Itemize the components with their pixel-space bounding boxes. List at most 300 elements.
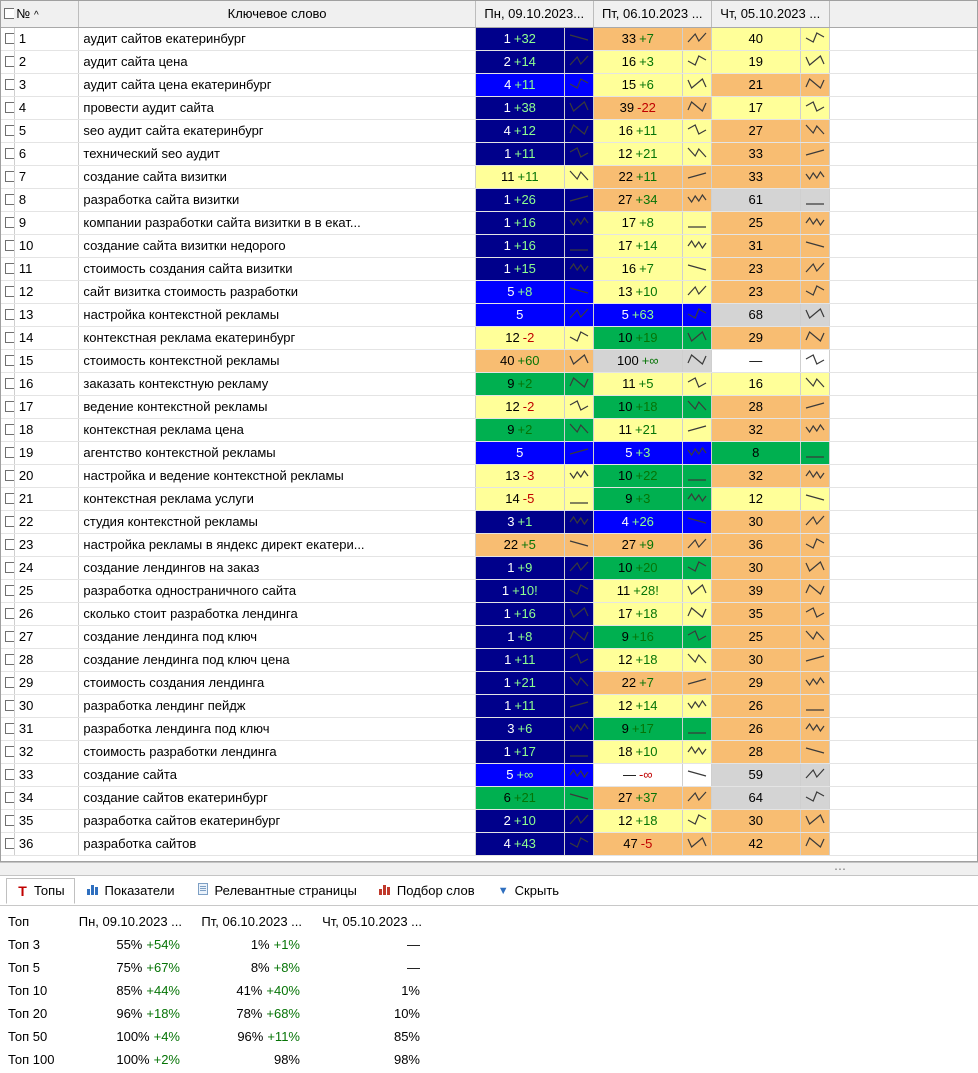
rank-cell[interactable] — [475, 786, 564, 809]
sparkline-cell[interactable] — [682, 211, 711, 234]
row-checkbox[interactable] — [5, 424, 14, 435]
keyword-cell[interactable]: заказать контекстную рекламу — [79, 372, 475, 395]
rank-cell[interactable] — [593, 142, 682, 165]
rank-cell[interactable] — [593, 510, 682, 533]
table-row[interactable] — [1, 464, 978, 487]
row-checkbox[interactable] — [5, 240, 14, 251]
rank-cell[interactable] — [593, 96, 682, 119]
sparkline-cell[interactable] — [564, 740, 593, 763]
rank-cell[interactable] — [711, 96, 800, 119]
sparkline-cell[interactable] — [800, 832, 829, 855]
keyword-cell[interactable]: создание сайтов екатеринбург — [79, 786, 475, 809]
row-checkbox-cell[interactable] — [1, 326, 14, 349]
row-checkbox[interactable] — [5, 838, 14, 849]
rank-cell[interactable] — [593, 602, 682, 625]
sparkline-cell[interactable] — [682, 188, 711, 211]
table-row[interactable] — [1, 349, 978, 372]
sparkline-cell[interactable] — [682, 165, 711, 188]
rank-cell[interactable] — [711, 533, 800, 556]
row-checkbox-cell[interactable] — [1, 73, 14, 96]
rank-cell[interactable] — [475, 556, 564, 579]
keyword-cell[interactable]: настройка и ведение контекстной рекламы — [79, 464, 475, 487]
keyword-cell[interactable]: настройка контекстной рекламы — [79, 303, 475, 326]
rank-cell[interactable] — [711, 694, 800, 717]
sparkline-cell[interactable] — [564, 625, 593, 648]
table-row[interactable] — [1, 188, 978, 211]
sparkline-cell[interactable] — [564, 142, 593, 165]
sparkline-cell[interactable] — [800, 418, 829, 441]
row-checkbox[interactable] — [5, 33, 14, 44]
rank-cell[interactable] — [593, 165, 682, 188]
column-header-number[interactable] — [14, 1, 79, 27]
sparkline-cell[interactable] — [564, 533, 593, 556]
rank-cell[interactable] — [711, 556, 800, 579]
row-checkbox[interactable] — [5, 631, 14, 642]
row-checkbox-cell[interactable] — [1, 418, 14, 441]
sparkline-cell[interactable] — [564, 832, 593, 855]
select-all-checkbox-header[interactable] — [1, 1, 14, 27]
keyword-cell[interactable]: разработка сайтов екатеринбург — [79, 809, 475, 832]
keyword-cell[interactable]: разработка сайтов — [79, 832, 475, 855]
sparkline-cell[interactable] — [564, 717, 593, 740]
sparkline-cell[interactable] — [682, 740, 711, 763]
keyword-cell[interactable]: студия контекстной рекламы — [79, 510, 475, 533]
rank-cell[interactable] — [475, 280, 564, 303]
row-checkbox-cell[interactable] — [1, 234, 14, 257]
sparkline-cell[interactable] — [800, 234, 829, 257]
rank-cell[interactable] — [711, 27, 800, 50]
keyword-cell[interactable]: создание сайта визитки недорого — [79, 234, 475, 257]
sparkline-cell[interactable] — [564, 763, 593, 786]
rank-cell[interactable] — [475, 257, 564, 280]
sparkline-cell[interactable] — [800, 809, 829, 832]
rank-cell[interactable] — [593, 280, 682, 303]
table-row[interactable] — [1, 142, 978, 165]
row-checkbox[interactable] — [5, 286, 14, 297]
rank-cell[interactable] — [475, 579, 564, 602]
sparkline-cell[interactable] — [682, 50, 711, 73]
table-row[interactable] — [1, 280, 978, 303]
sparkline-cell[interactable] — [682, 303, 711, 326]
keyword-cell[interactable]: разработка лендинга под ключ — [79, 717, 475, 740]
row-checkbox-cell[interactable] — [1, 142, 14, 165]
sparkline-cell[interactable] — [800, 349, 829, 372]
sparkline-cell[interactable] — [800, 119, 829, 142]
sparkline-cell[interactable] — [800, 487, 829, 510]
rank-cell[interactable] — [475, 694, 564, 717]
rank-cell[interactable] — [475, 487, 564, 510]
sparkline-cell[interactable] — [682, 119, 711, 142]
rank-cell[interactable] — [711, 740, 800, 763]
rank-cell[interactable] — [711, 579, 800, 602]
sparkline-cell[interactable] — [800, 625, 829, 648]
rank-cell[interactable] — [711, 487, 800, 510]
sparkline-cell[interactable] — [800, 211, 829, 234]
sparkline-cell[interactable] — [682, 73, 711, 96]
rank-cell[interactable] — [593, 579, 682, 602]
sparkline-cell[interactable] — [800, 579, 829, 602]
rank-cell[interactable] — [475, 165, 564, 188]
sparkline-cell[interactable] — [564, 188, 593, 211]
row-checkbox[interactable] — [5, 56, 14, 67]
table-row[interactable] — [1, 418, 978, 441]
rank-cell[interactable] — [711, 326, 800, 349]
rank-cell[interactable] — [475, 441, 564, 464]
row-checkbox[interactable] — [5, 194, 14, 205]
sparkline-cell[interactable] — [564, 73, 593, 96]
row-checkbox-cell[interactable] — [1, 579, 14, 602]
select-all-checkbox[interactable] — [4, 8, 14, 19]
sparkline-cell[interactable] — [800, 671, 829, 694]
sparkline-cell[interactable] — [564, 579, 593, 602]
row-checkbox[interactable] — [5, 723, 14, 734]
rank-cell[interactable] — [593, 556, 682, 579]
sparkline-cell[interactable] — [564, 809, 593, 832]
rank-cell[interactable] — [711, 303, 800, 326]
sparkline-cell[interactable] — [564, 648, 593, 671]
rank-cell[interactable] — [475, 303, 564, 326]
row-checkbox-cell[interactable] — [1, 602, 14, 625]
rank-cell[interactable] — [593, 832, 682, 855]
sparkline-cell[interactable] — [564, 441, 593, 464]
row-checkbox-cell[interactable] — [1, 349, 14, 372]
sparkline-cell[interactable] — [800, 648, 829, 671]
sparkline-cell[interactable] — [800, 464, 829, 487]
rank-cell[interactable] — [593, 257, 682, 280]
row-checkbox[interactable] — [5, 608, 14, 619]
keyword-cell[interactable]: настройка рекламы в яндекс директ екатери... — [79, 533, 475, 556]
keyword-cell[interactable]: контекстная реклама екатеринбург — [79, 326, 475, 349]
rank-cell[interactable] — [475, 464, 564, 487]
sparkline-cell[interactable] — [800, 142, 829, 165]
table-row[interactable] — [1, 832, 978, 855]
rank-cell[interactable] — [593, 234, 682, 257]
sparkline-cell[interactable] — [564, 119, 593, 142]
sparkline-cell[interactable] — [800, 303, 829, 326]
keyword-cell[interactable]: стоимость создания лендинга — [79, 671, 475, 694]
rank-cell[interactable] — [593, 441, 682, 464]
rank-cell[interactable] — [593, 418, 682, 441]
sparkline-cell[interactable] — [682, 372, 711, 395]
table-row[interactable] — [1, 303, 978, 326]
row-checkbox-cell[interactable] — [1, 303, 14, 326]
sparkline-cell[interactable] — [682, 395, 711, 418]
row-checkbox-cell[interactable] — [1, 625, 14, 648]
sparkline-cell[interactable] — [800, 165, 829, 188]
rank-cell[interactable] — [711, 832, 800, 855]
rank-cell[interactable] — [593, 625, 682, 648]
sparkline-cell[interactable] — [800, 717, 829, 740]
row-checkbox[interactable] — [5, 815, 14, 826]
table-row[interactable] — [1, 487, 978, 510]
rank-cell[interactable] — [475, 648, 564, 671]
keyword-cell[interactable]: ведение контекстной рекламы — [79, 395, 475, 418]
sparkline-cell[interactable] — [682, 27, 711, 50]
sparkline-cell[interactable] — [682, 786, 711, 809]
rank-cell[interactable] — [593, 740, 682, 763]
table-row[interactable] — [1, 211, 978, 234]
sparkline-cell[interactable] — [564, 671, 593, 694]
tab-3[interactable] — [187, 878, 367, 903]
rank-cell[interactable] — [475, 602, 564, 625]
table-row[interactable] — [1, 648, 978, 671]
rank-cell[interactable] — [593, 487, 682, 510]
rank-cell[interactable] — [593, 27, 682, 50]
table-row[interactable] — [1, 740, 978, 763]
row-checkbox-cell[interactable] — [1, 257, 14, 280]
table-row[interactable] — [1, 625, 978, 648]
rank-cell[interactable] — [475, 96, 564, 119]
row-checkbox[interactable] — [5, 700, 14, 711]
sparkline-cell[interactable] — [682, 602, 711, 625]
sparkline-cell[interactable] — [682, 349, 711, 372]
row-checkbox[interactable] — [5, 102, 14, 113]
table-row[interactable] — [1, 119, 978, 142]
sparkline-cell[interactable] — [682, 717, 711, 740]
rank-cell[interactable] — [475, 395, 564, 418]
rank-cell[interactable] — [711, 349, 800, 372]
splitter-grip-icon[interactable]: ⋯ — [834, 862, 848, 876]
keyword-cell[interactable]: сайт визитка стоимость разработки — [79, 280, 475, 303]
table-row[interactable] — [1, 27, 978, 50]
sparkline-cell[interactable] — [800, 533, 829, 556]
row-checkbox-cell[interactable] — [1, 487, 14, 510]
sparkline-cell[interactable] — [564, 96, 593, 119]
keyword-cell[interactable]: seo аудит сайта екатеринбург — [79, 119, 475, 142]
row-checkbox[interactable] — [5, 470, 14, 481]
sparkline-cell[interactable] — [800, 694, 829, 717]
keyword-cell[interactable]: создание сайта — [79, 763, 475, 786]
rank-cell[interactable] — [711, 188, 800, 211]
sparkline-cell[interactable] — [682, 257, 711, 280]
sparkline-cell[interactable] — [682, 142, 711, 165]
row-checkbox[interactable] — [5, 378, 14, 389]
table-row[interactable] — [1, 579, 978, 602]
rank-cell[interactable] — [711, 648, 800, 671]
table-row[interactable] — [1, 96, 978, 119]
keyword-cell[interactable]: стоимость контекстной рекламы — [79, 349, 475, 372]
rank-cell[interactable] — [711, 717, 800, 740]
rank-cell[interactable] — [711, 418, 800, 441]
sparkline-cell[interactable] — [564, 694, 593, 717]
table-row[interactable] — [1, 510, 978, 533]
row-checkbox[interactable] — [5, 171, 14, 182]
sparkline-cell[interactable] — [800, 27, 829, 50]
rank-cell[interactable] — [711, 50, 800, 73]
sparkline-cell[interactable] — [682, 832, 711, 855]
row-checkbox-cell[interactable] — [1, 533, 14, 556]
tab-2[interactable] — [77, 878, 185, 903]
row-checkbox-cell[interactable] — [1, 280, 14, 303]
tops-column-header-4[interactable]: Чт, 05.10.2023 ... — [322, 914, 422, 929]
sparkline-cell[interactable] — [564, 257, 593, 280]
sparkline-cell[interactable] — [564, 602, 593, 625]
row-checkbox-cell[interactable] — [1, 119, 14, 142]
sparkline-cell[interactable] — [800, 763, 829, 786]
sparkline-cell[interactable] — [800, 510, 829, 533]
rank-cell[interactable] — [593, 763, 682, 786]
sparkline-cell[interactable] — [564, 418, 593, 441]
rank-cell[interactable] — [593, 326, 682, 349]
rank-cell[interactable] — [711, 142, 800, 165]
sparkline-cell[interactable] — [800, 786, 829, 809]
table-row[interactable] — [1, 694, 978, 717]
sparkline-cell[interactable] — [800, 280, 829, 303]
table-row[interactable] — [1, 809, 978, 832]
rank-cell[interactable] — [711, 786, 800, 809]
sparkline-cell[interactable] — [564, 349, 593, 372]
sparkline-cell[interactable] — [564, 395, 593, 418]
sparkline-cell[interactable] — [564, 326, 593, 349]
keyword-cell[interactable]: создание лендингов на заказ — [79, 556, 475, 579]
table-row[interactable] — [1, 533, 978, 556]
sparkline-cell[interactable] — [800, 740, 829, 763]
sparkline-cell[interactable] — [682, 763, 711, 786]
keyword-cell[interactable]: создание сайта визитки — [79, 165, 475, 188]
rank-cell[interactable] — [711, 165, 800, 188]
row-checkbox-cell[interactable] — [1, 717, 14, 740]
keyword-cell[interactable]: технический seo аудит — [79, 142, 475, 165]
sparkline-cell[interactable] — [800, 602, 829, 625]
table-row[interactable] — [1, 717, 978, 740]
row-checkbox-cell[interactable] — [1, 372, 14, 395]
row-checkbox-cell[interactable] — [1, 763, 14, 786]
sparkline-cell[interactable] — [800, 372, 829, 395]
rank-cell[interactable] — [711, 395, 800, 418]
sparkline-cell[interactable] — [682, 625, 711, 648]
row-checkbox-cell[interactable] — [1, 96, 14, 119]
tops-column-header-3[interactable]: Пт, 06.10.2023 ... — [201, 914, 302, 929]
rank-cell[interactable] — [711, 73, 800, 96]
keyword-cell[interactable]: стоимость создания сайта визитки — [79, 257, 475, 280]
rank-cell[interactable] — [593, 303, 682, 326]
rank-cell[interactable] — [593, 73, 682, 96]
keyword-cell[interactable]: аудит сайта цена екатеринбург — [79, 73, 475, 96]
row-checkbox[interactable] — [5, 562, 14, 573]
table-row[interactable] — [1, 257, 978, 280]
row-checkbox[interactable] — [5, 355, 14, 366]
rank-cell[interactable] — [475, 50, 564, 73]
row-checkbox[interactable] — [5, 585, 14, 596]
rank-cell[interactable] — [593, 188, 682, 211]
rank-cell[interactable] — [711, 625, 800, 648]
sparkline-cell[interactable] — [682, 671, 711, 694]
sparkline-cell[interactable] — [564, 487, 593, 510]
sparkline-cell[interactable] — [800, 73, 829, 96]
sparkline-cell[interactable] — [682, 464, 711, 487]
row-checkbox-cell[interactable] — [1, 786, 14, 809]
sparkline-cell[interactable] — [564, 211, 593, 234]
row-checkbox-cell[interactable] — [1, 556, 14, 579]
rank-cell[interactable] — [475, 418, 564, 441]
row-checkbox-cell[interactable] — [1, 464, 14, 487]
column-header-date-1[interactable]: Пн, 09.10.2023... — [475, 1, 593, 27]
row-checkbox[interactable] — [5, 493, 14, 504]
sparkline-cell[interactable] — [564, 303, 593, 326]
sparkline-cell[interactable] — [564, 234, 593, 257]
panel-splitter[interactable] — [0, 862, 978, 876]
sparkline-cell[interactable] — [682, 234, 711, 257]
table-row[interactable] — [1, 786, 978, 809]
rank-cell[interactable] — [475, 510, 564, 533]
rank-cell[interactable] — [711, 602, 800, 625]
row-checkbox-cell[interactable] — [1, 832, 14, 855]
table-row[interactable] — [1, 326, 978, 349]
row-checkbox-cell[interactable] — [1, 510, 14, 533]
keyword-cell[interactable]: контекстная реклама цена — [79, 418, 475, 441]
keyword-cell[interactable]: сколько стоит разработка лендинга — [79, 602, 475, 625]
table-row[interactable] — [1, 165, 978, 188]
tab-1[interactable] — [6, 878, 75, 904]
tab-4[interactable] — [369, 878, 485, 903]
rank-cell[interactable] — [475, 234, 564, 257]
sparkline-cell[interactable] — [800, 326, 829, 349]
sparkline-cell[interactable] — [564, 556, 593, 579]
table-row[interactable] — [1, 602, 978, 625]
rank-cell[interactable] — [711, 671, 800, 694]
rank-cell[interactable] — [475, 142, 564, 165]
table-header-row[interactable] — [1, 1, 978, 27]
row-checkbox[interactable] — [5, 217, 14, 228]
row-checkbox-cell[interactable] — [1, 188, 14, 211]
sparkline-cell[interactable] — [682, 510, 711, 533]
row-checkbox[interactable] — [5, 746, 14, 757]
sparkline-cell[interactable] — [800, 556, 829, 579]
row-checkbox-cell[interactable] — [1, 50, 14, 73]
row-checkbox-cell[interactable] — [1, 740, 14, 763]
table-row[interactable] — [1, 73, 978, 96]
rank-cell[interactable] — [593, 809, 682, 832]
rank-cell[interactable] — [475, 119, 564, 142]
rank-cell[interactable] — [593, 786, 682, 809]
rank-cell[interactable] — [593, 533, 682, 556]
keyword-cell[interactable]: контекстная реклама услуги — [79, 487, 475, 510]
rank-cell[interactable] — [475, 188, 564, 211]
rank-cell[interactable] — [475, 763, 564, 786]
sparkline-cell[interactable] — [800, 441, 829, 464]
rank-cell[interactable] — [475, 73, 564, 96]
sparkline-cell[interactable] — [800, 50, 829, 73]
row-checkbox[interactable] — [5, 447, 14, 458]
rank-cell[interactable] — [593, 648, 682, 671]
table-row[interactable] — [1, 395, 978, 418]
rank-cell[interactable] — [711, 441, 800, 464]
rank-cell[interactable] — [475, 740, 564, 763]
row-checkbox-cell[interactable] — [1, 694, 14, 717]
row-checkbox[interactable] — [5, 769, 14, 780]
keyword-cell[interactable]: создание лендинга под ключ — [79, 625, 475, 648]
sparkline-cell[interactable] — [682, 694, 711, 717]
rank-cell[interactable] — [593, 50, 682, 73]
rank-cell[interactable] — [711, 234, 800, 257]
keyword-cell[interactable]: разработка сайта визитки — [79, 188, 475, 211]
row-checkbox-cell[interactable] — [1, 395, 14, 418]
rank-cell[interactable] — [475, 27, 564, 50]
sparkline-cell[interactable] — [564, 280, 593, 303]
keyword-cell[interactable]: агентство контекстной рекламы — [79, 441, 475, 464]
sparkline-cell[interactable] — [564, 786, 593, 809]
row-checkbox[interactable] — [5, 263, 14, 274]
rank-cell[interactable] — [475, 671, 564, 694]
table-row[interactable] — [1, 763, 978, 786]
row-checkbox[interactable] — [5, 148, 14, 159]
row-checkbox[interactable] — [5, 401, 14, 412]
sparkline-cell[interactable] — [800, 188, 829, 211]
rank-cell[interactable] — [593, 349, 682, 372]
sparkline-cell[interactable] — [564, 165, 593, 188]
rank-cell[interactable] — [593, 119, 682, 142]
row-checkbox-cell[interactable] — [1, 809, 14, 832]
